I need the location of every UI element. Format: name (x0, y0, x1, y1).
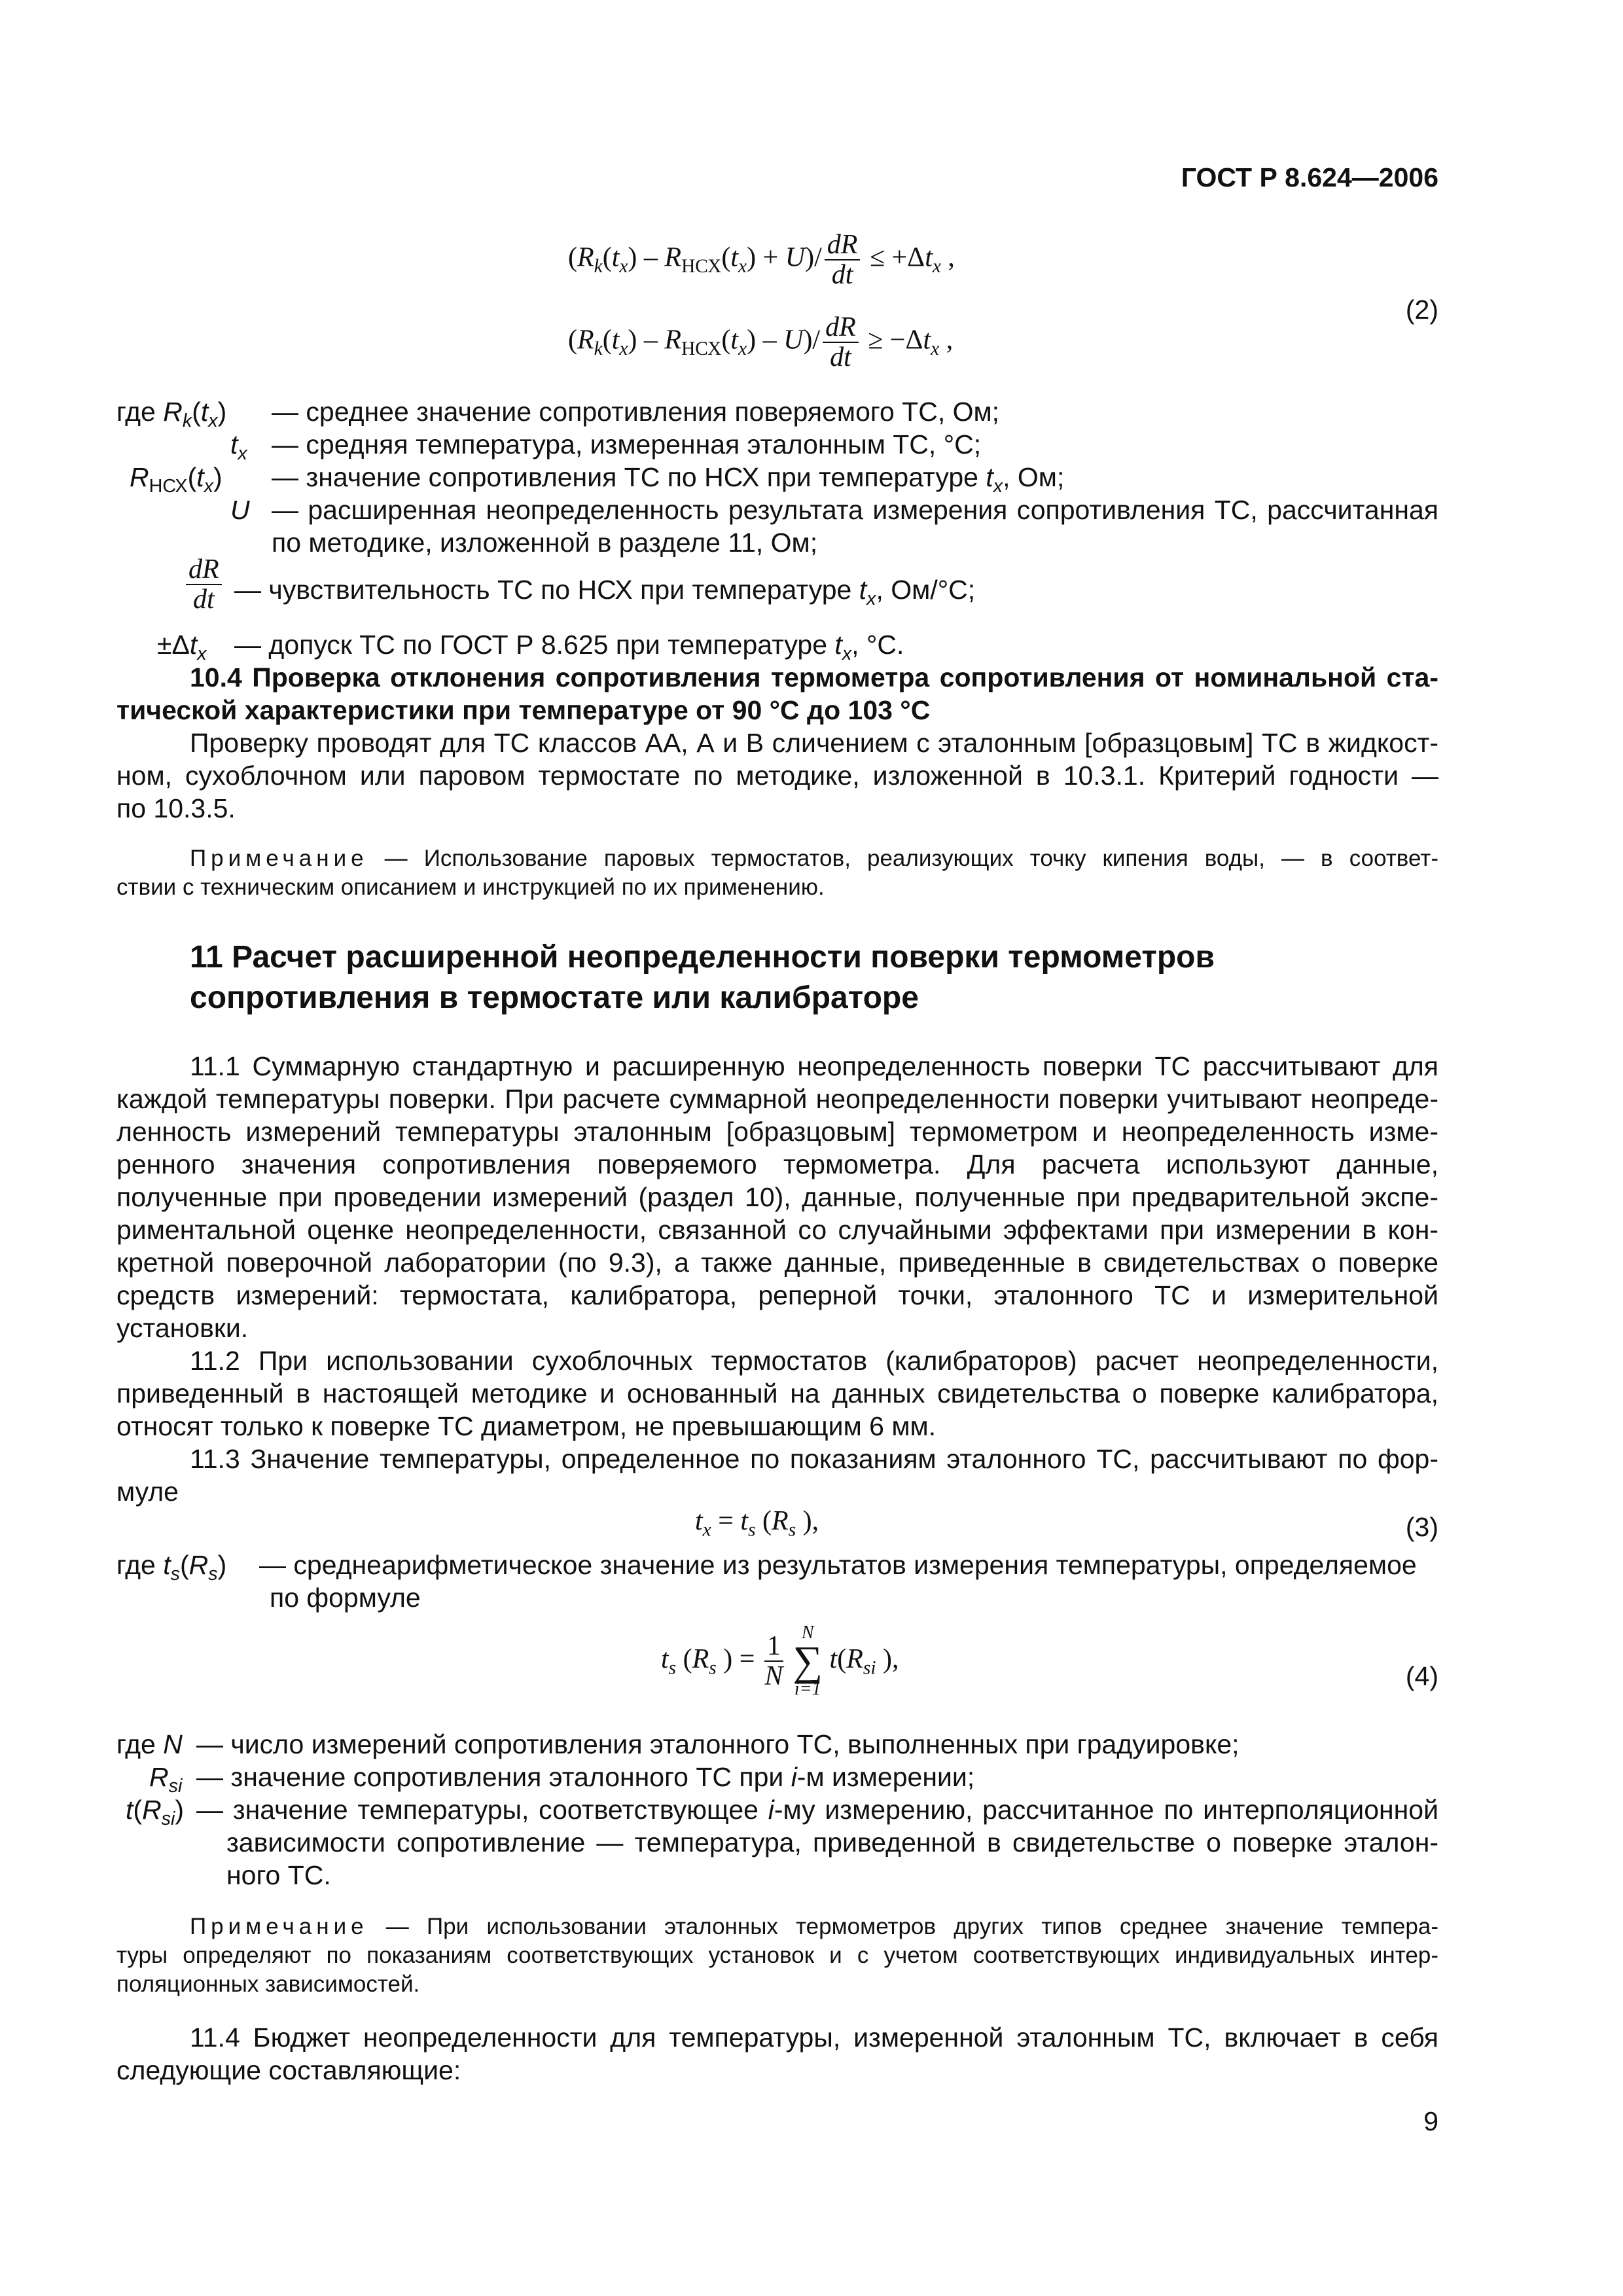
legend-text-rnsx: — значение сопротивления ТС по НСХ при температуре $t_x$, Ом; (272, 462, 1065, 497)
legend-text-trsi-line-1: — значение температуры, соответствующее i-му измерению, рассчитанное по интерполяционной (196, 1795, 1438, 1825)
legend-term-tx: $t_x$ (230, 429, 247, 465)
section-11-title-line-2: сопротивления в термостате или калибраторе (190, 980, 919, 1015)
formula-4: $t_s$ ($R_s$ ) = $\frac{1}{N}$ N ∑ i=1 $t(R_{si}$ ), (661, 1623, 899, 1699)
legend-text-trsi-line-3: ного ТС. (226, 1860, 331, 1890)
formula-4-number: (4) (1405, 1661, 1438, 1691)
p-11-1-line-2: каждой температуры поверки. При расчете суммарной неопределенности поверки учитывают неопреде- (116, 1084, 1438, 1114)
p-11-1-line-7: кретной поверочной лаборатории (по 9.3), а также данные, приведенные в свидетельствах о поверке (116, 1247, 1438, 1278)
formula-4-one: 1 (764, 1632, 783, 1662)
legend-text-ts-line-2: по формуле (270, 1583, 421, 1613)
note-label-2: Примечание (190, 1914, 368, 1939)
p-11-3-line-1: 11.3 Значение температуры, определенное по показаниям эталонного ТС, рассчитывают по фор- (190, 1444, 1438, 1474)
formula-2-line-1: $(R_k(t_x) - R_{НСХ}(t_x) + U)/$ $\frac{dR}{dt}$ ≤ $+\Delta t_x$ , (568, 230, 955, 290)
note-text: — Использование паровых термостатов, реализующих точку кипения воды, — в соответ- (384, 846, 1438, 871)
p-10-4-line-1: Проверку проводят для ТС классов АА, А и В сличением с эталонным [образцовым] ТС в жидкост- (190, 728, 1438, 758)
p-10-4-line-2: ном, сухоблочном или паровом термостате по методике, изложенной в 10.3.1. Критерий годности — (116, 761, 1438, 791)
legend-text-tx: — средняя температура, измеренная эталонным ТС, °С; (272, 429, 982, 459)
formula-2-line-2: $(R_k(t_x) - R_{НСХ}(t_x) - U)/$ $\frac{dR}{dt}$ ≥ $-\Delta t_x$ , (568, 312, 954, 372)
note-11-3-line-2: туры определяют по показаниям соответствующих установок и с учетом соответствующих индивидуальных интер- (116, 1943, 1438, 1968)
legend-text-u-line-2: по методике, изложенной в разделе 11, Ом; (272, 528, 818, 558)
note-10-4-line-1 (190, 844, 1438, 873)
formula-4-n: N (764, 1661, 783, 1691)
legend-text-ts-line-1: — среднеарифметическое значение из результатов измерения температуры, определяемое (259, 1550, 1417, 1580)
section-11-title-line-1: 11 Расчет расширенной неопределенности поверки термометров (190, 940, 1215, 975)
formula-2-number: (2) (1405, 295, 1438, 325)
p-11-4-line-2: следующие составляющие: (116, 2055, 461, 2085)
sum-lower-limit: i=1 (794, 1679, 821, 1699)
legend-text-u-line-1: — расширенная неопределенность результата измерения сопротивления ТС, рассчитанная (272, 495, 1438, 525)
legend-text-dr-dt: — чувствительность ТС по НСХ при температуре $t_x$, Ом/°С; (234, 575, 976, 610)
p-11-4-line-1: 11.4 Бюджет неопределенности для температуры, измеренной эталонным ТС, включает в себя (190, 2022, 1438, 2053)
heading-10-4-line-2: тической характеристики при температуре от 90 °С до 103 °С (116, 695, 931, 725)
p-11-1-line-9: установки. (116, 1313, 249, 1343)
summation-sign: N ∑ i=1 (793, 1623, 823, 1699)
p-11-1-line-6: риментальной оценке неопределенности, связанной со случайными эффектами при измерении в кон- (116, 1215, 1438, 1245)
note-11-3-line-3: поляционных зависимостей. (116, 1971, 420, 1997)
legend-term-ts: где $t_s(R_s)$ (116, 1550, 227, 1585)
p-11-1-line-5: полученные при проведении измерений (раздел 10), данные, полученные при предварительной экспе- (116, 1182, 1438, 1212)
legend-term-dr-dt: $\frac{dR}{dt}$ (183, 555, 224, 614)
document-id: ГОСТ Р 8.624—2006 (1181, 162, 1438, 192)
p-11-2-line-2: приведенный в настоящей методике и основанный на данных свидетельства о поверке калибратора, (116, 1378, 1438, 1408)
p-11-2-line-1: 11.2 При использовании сухоблочных термостатов (калибраторов) расчет неопределенности, (190, 1346, 1438, 1376)
p-11-1-line-3: ленность измерений температуры эталонным [образцовым] термометром и неопределенность изме- (116, 1117, 1438, 1147)
p-11-3-line-2: муле (116, 1477, 179, 1507)
legend-term-trsi: $t(R_{si})$ (126, 1795, 185, 1830)
formula-3: $t_x = t_s$ ($R_s$ ), (695, 1506, 819, 1541)
legend-term-rsi: $R_{si}$ (149, 1762, 183, 1797)
sum-upper-limit: N (801, 1623, 814, 1643)
p-11-1-line-8: средств измерений: термостата, калибратора, реперной точки, эталонного ТС и измерительной (116, 1280, 1438, 1310)
legend-text-trsi-line-2: зависимости сопротивление — температура, приведенной в свидетельстве о поверке эталон- (226, 1827, 1438, 1857)
legend-term-n: где N (116, 1729, 183, 1759)
legend-term-u: U (230, 495, 250, 525)
legend-text-n: — число измерений сопротивления эталонного ТС, выполненных при градуировке; (196, 1729, 1240, 1759)
legend-term-rk: где $R_k(t_x)$ (116, 397, 227, 432)
legend-text-dtx: — допуск ТС по ГОСТ Р 8.625 при температуре $t_x$, °С. (234, 630, 904, 665)
note-10-4-line-2: ствии с техническим описанием и инструкцией по их применению. (116, 874, 825, 900)
legend-text-rsi: — значение сопротивления эталонного ТС при i-м измерении; (196, 1762, 975, 1792)
legend-text-rk: — среднее значение сопротивления поверяемого ТС, Ом; (272, 397, 1000, 427)
legend-term-dtx: $\pm\Delta t_x$ (157, 630, 207, 665)
formula-3-number: (3) (1405, 1512, 1438, 1542)
p-11-2-line-3: относят только к поверке ТС диаметром, не превышающим 6 мм. (116, 1411, 936, 1441)
legend-term-rnsx: $R_{НСХ}(t_x)$ (130, 462, 223, 497)
note-text-2: — При использовании эталонных термометров других типов среднее значение темпера- (385, 1914, 1438, 1939)
note-label: Примечание (190, 846, 368, 871)
heading-10-4-line-1: 10.4 Проверка отклонения сопротивления термометра сопротивления от номинальной ста- (190, 662, 1438, 692)
page-number: 9 (1423, 2106, 1438, 2136)
note-11-3-line-1 (190, 1912, 1438, 1941)
p-11-1-line-1: 11.1 Суммарную стандартную и расширенную неопределенность поверки ТС рассчитывают для (190, 1051, 1438, 1081)
p-11-1-line-4: ренного значения сопротивления поверяемого термометра. Для расчета используют данные, (116, 1149, 1438, 1179)
p-10-4-line-3: по 10.3.5. (116, 793, 236, 823)
